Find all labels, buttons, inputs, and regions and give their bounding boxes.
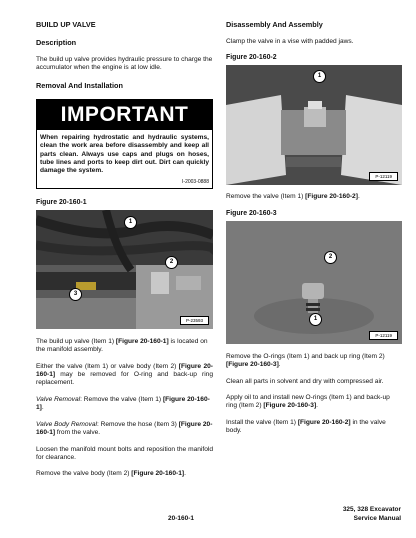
left-para-3: Valve Removal: Remove the valve (Item 1) [Figure 20-160-1]. [36, 395, 210, 412]
figure-3-callout-2: 2 [324, 251, 337, 264]
figure-3-callout-1: 1 [309, 313, 322, 326]
important-text: When repairing hydrostatic and hydraulic systems, clean the work area before disassembly and keep all parts clean. Always use caps and plugs on hoses, tube lines and ports to keep dirt out. Dirt can quickly damage the system. [40, 133, 209, 175]
figure-3-caption: Figure 20-160-3 [226, 209, 277, 217]
figure-1-callout-2: 2 [165, 256, 178, 269]
left-para-6: Remove the valve body (Item 2) [Figure 20-160-1]. [36, 470, 186, 478]
left-para-2: Either the valve (Item 1) or valve body (Item 2) [Figure 20-160-1] may be removed for O-ring and back-up ring replacement. [36, 362, 213, 387]
figure-1-caption: Figure 20-160-1 [36, 198, 87, 206]
figure-2-photo [226, 65, 402, 185]
important-banner: IMPORTANT [37, 100, 212, 130]
footer-model: 325, 328 Excavator [342, 506, 401, 513]
right-para-5: Apply oil to and install new O-rings (Item 1) and back-up ring (Item 2) [Figure 20-160-3]. [226, 394, 390, 410]
figure-3-photo [226, 221, 402, 344]
footer-page-number: 20-160-1 [168, 515, 195, 522]
section-title: BUILD UP VALVE [36, 20, 96, 29]
important-ref: I-2003-0888 [182, 178, 209, 185]
disassembly-heading: Disassembly And Assembly [226, 20, 323, 29]
right-para-1: Clamp the valve in a vise with padded jaws. [226, 38, 354, 45]
important-notice [36, 99, 213, 189]
figure-1-photo [36, 210, 213, 329]
figure-3-code: P-12119 [369, 331, 398, 340]
footer-manual: Service Manual [353, 514, 401, 522]
left-column [36, 20, 213, 487]
right-para-3: Remove the O-rings (Item 1) and back up ring (Item 2) [Figure 20-160-3]. [226, 352, 385, 369]
right-para-2: Remove the valve (Item 1) [Figure 20-160-2]. [226, 193, 360, 201]
right-para-4: Clean all parts in solvent and dry with compressed air. [226, 377, 384, 385]
figure-2-caption: Figure 20-160-2 [226, 54, 277, 62]
footer-model-info [343, 506, 401, 523]
description-heading: Description [36, 38, 77, 47]
left-para-1: The build up valve (Item 1) [Figure 20-160-1] is located on the manifold assembly. [36, 337, 208, 354]
figure-1-callout-1: 1 [124, 216, 137, 229]
figure-1-code: P-23593 [180, 316, 209, 325]
figure-2-drawing [226, 65, 402, 185]
figure-1-drawing [36, 210, 213, 329]
figure-1-callout-3: 3 [69, 288, 82, 301]
description-text: The build up valve provides hydraulic pressure to charge the accumulator when the engine is at low idle. [36, 56, 213, 72]
left-para-4: Valve Body Removal: Remove the hose (Item 3) [Figure 20-160-1] from the valve. [36, 420, 213, 437]
figure-2-callout-1: 1 [313, 70, 326, 83]
left-para-5: Loosen the manifold mount bolts and reposition the manifold for clearance. [36, 445, 213, 461]
figure-2-code: P-12119 [369, 172, 398, 181]
removal-heading: Removal And Installation [36, 80, 123, 90]
right-column [226, 20, 402, 444]
right-para-6: Install the valve (Item 1) [Figure 20-160-2] in the valve body. [226, 418, 386, 435]
